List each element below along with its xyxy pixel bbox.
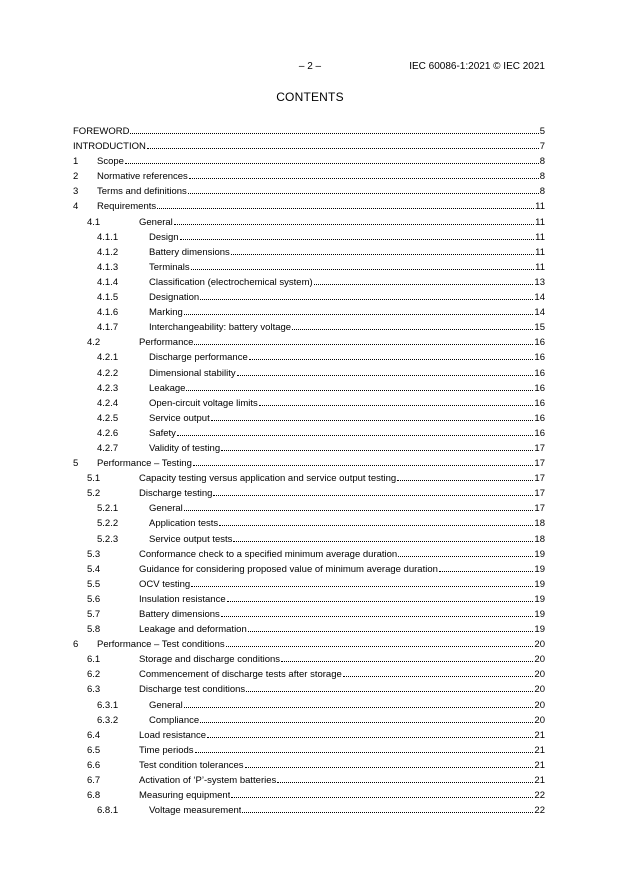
toc-entry-page: 20 [534,654,545,666]
toc-entry-number: 4.2.3 [97,382,119,394]
toc-entry-label: Activation of ‘P’-system batteries [139,775,277,787]
toc-entry[interactable] [73,366,545,381]
toc-entry[interactable] [73,773,545,788]
toc-entry-number: 4.1.3 [97,261,119,273]
toc-entry-label: Safety [149,427,176,439]
toc-entry-label: Terms and definitions [97,186,187,198]
toc-entry-label: FOREWORD [73,126,130,137]
toc-entry[interactable] [73,562,545,577]
toc-entry[interactable] [73,547,545,562]
toc-entry[interactable] [73,305,545,320]
toc-entry[interactable] [73,516,545,531]
dot-leader [343,675,534,677]
toc-entry-number: 5.4 [87,563,101,575]
dot-leader [174,223,534,225]
dot-leader [292,328,533,330]
toc-entry-page: 17 [534,488,545,500]
toc-entry-page: 16 [534,367,545,379]
toc-entry-label: Service output [149,412,210,424]
toc-entry-label: Guidance for considering proposed value of minimum average duration [139,563,438,575]
toc-entry[interactable] [73,758,545,773]
toc-entry[interactable] [73,139,545,154]
toc-entry-label: Discharge test conditions [139,684,246,696]
toc-entry-label: Voltage measurement [149,805,242,817]
toc-entry-number: 4.1.4 [97,276,119,288]
toc-entry-number: 6 [73,639,79,651]
toc-entry[interactable] [73,320,545,335]
toc-entry-page: 20 [534,714,545,726]
toc-entry-label: Application tests [149,518,219,530]
toc-entry-number: 6.1 [87,654,101,666]
toc-entry-label: Commencement of discharge tests after storage [139,669,342,681]
toc-entry-label: Insulation resistance [139,593,226,605]
toc-entry-page: 21 [534,729,545,741]
toc-entry[interactable] [73,698,545,713]
toc-entry[interactable] [73,260,545,275]
toc-entry-number: 5.1 [87,473,101,485]
toc-entry[interactable] [73,743,545,758]
toc-entry-page: 15 [534,322,545,334]
dot-leader [188,192,539,194]
toc-entry[interactable] [73,411,545,426]
toc-entry-page: 11 [535,201,545,213]
toc-entry-page: 11 [535,261,545,273]
toc-entry[interactable] [73,381,545,396]
dot-leader [233,540,533,542]
toc-entry-number: 4.1.2 [97,246,119,258]
toc-entry[interactable] [73,245,545,260]
toc-entry-label: Test condition tolerances [139,759,244,771]
toc-entry-number: 5.2.3 [97,533,119,545]
toc-entry-label: Classification (electrochemical system) [149,276,313,288]
dot-leader [245,766,534,768]
toc-entry-number: 4.1.6 [97,307,119,319]
dot-leader [242,811,533,813]
toc-entry-page: 22 [534,805,545,817]
toc-entry[interactable] [73,471,545,486]
dot-leader [281,660,533,662]
toc-entry-number: 3 [73,186,79,198]
toc-entry-label: Leakage and deformation [139,624,247,636]
toc-entry-number: 4.2.5 [97,412,119,424]
toc-entry[interactable] [73,275,545,290]
dot-leader [277,781,533,783]
toc-entry-number: 5.6 [87,593,101,605]
toc-entry-label: Battery dimensions [149,246,230,258]
toc-entry-label: Performance [139,337,194,349]
toc-entry-number: 2 [73,171,79,183]
toc-entry-number: 4.2 [87,337,101,349]
toc-entry[interactable] [73,350,545,365]
toc-entry-label: Requirements [97,201,157,213]
page-title: CONTENTS [276,90,344,104]
dot-leader [157,207,534,209]
toc-entry[interactable] [73,592,545,607]
toc-entry-number: 1 [73,156,79,168]
dot-leader [211,419,534,421]
toc-entry-number: 4.2.7 [97,442,119,454]
dot-leader [231,796,533,798]
dot-leader [191,268,534,270]
dot-leader [147,147,539,149]
toc-entry-page: 22 [534,790,545,802]
toc-entry-number: 6.7 [87,775,101,787]
toc-entry[interactable] [73,532,545,547]
dot-leader [221,449,533,451]
toc-entry-number: 6.2 [87,669,101,681]
toc-entry-label: General [139,216,173,228]
toc-entry-page: 11 [535,231,545,243]
toc-entry-number: 4.2.4 [97,397,119,409]
dot-leader [184,509,534,511]
dot-leader [314,283,534,285]
toc-entry-label: Scope [97,156,124,168]
toc-entry-label: Leakage [149,382,186,394]
dot-leader [219,524,533,526]
toc-entry-page: 19 [534,609,545,620]
dot-leader [200,721,533,723]
toc-entry-page: 8 [539,186,545,198]
dot-leader [177,434,533,436]
toc-entry-number: 4 [73,201,79,213]
toc-entry-page: 16 [534,352,545,364]
toc-entry-number: 5.2.1 [97,503,119,515]
dot-leader [125,162,539,164]
toc-entry-page: 18 [534,533,545,545]
toc-entry-page: 16 [534,382,545,394]
toc-entry-page: 20 [534,684,545,696]
toc-entry-number: 6.8.1 [97,805,119,817]
toc-entry[interactable] [73,728,545,743]
toc-entry-label: Dimensional stability [149,367,236,379]
toc-entry[interactable] [73,290,545,305]
toc-entry-page: 18 [534,518,545,530]
toc-entry-page: 11 [535,246,545,258]
toc-entry[interactable] [73,788,545,803]
page-number: – 2 – [298,61,322,72]
toc-entry-page: 14 [534,307,545,319]
dot-leader [398,555,533,557]
toc-entry[interactable] [73,456,545,471]
toc-entry-label: Open-circuit voltage limits [149,397,258,409]
toc-entry-number: 4.2.6 [97,427,119,439]
toc-entry[interactable] [73,486,545,501]
toc-entry-label: INTRODUCTION [73,141,146,153]
toc-entry-number: 4.1.7 [97,322,119,334]
dot-leader [189,177,539,179]
toc-entry[interactable] [73,335,545,350]
dot-leader [207,736,533,738]
toc-entry[interactable] [73,199,545,214]
toc-entry-label: Conformance check to a specified minimum average duration [139,548,398,560]
dot-leader [249,358,534,360]
toc-entry-page: 16 [534,397,545,409]
toc-entry-label: Normative references [97,171,188,183]
toc-entry-page: 7 [539,141,545,153]
dot-leader [184,706,534,708]
toc-entry-page: 20 [534,669,545,681]
toc-entry-label: Storage and discharge conditions [139,654,281,666]
toc-entry[interactable] [73,154,545,169]
toc-entry-page: 19 [534,578,545,590]
toc-entry[interactable] [73,230,545,245]
dot-leader [180,238,535,240]
toc-entry-label: Discharge testing [139,488,213,500]
toc-entry-page: 8 [539,156,545,168]
toc-entry-page: 17 [534,503,545,515]
toc-entry-page: 11 [535,216,545,228]
dot-leader [439,570,534,572]
dot-leader [213,494,533,496]
toc-entry-label: Performance – Test conditions [97,639,225,651]
toc-entry-label: Measuring equipment [139,790,231,802]
dot-leader [195,751,534,753]
toc-entry-number: 5.2.2 [97,518,119,530]
toc-entry-label: Service output tests [149,533,233,545]
dot-leader [200,298,533,300]
toc-entry-number: 6.8 [87,790,101,802]
toc-entry[interactable] [73,169,545,184]
toc-entry-number: 6.3.1 [97,699,119,711]
toc-entry-label: Time periods [139,744,194,756]
toc-entry-number: 4.2.2 [97,367,119,379]
toc-entry-number: 4.1.5 [97,292,119,304]
toc-entry[interactable] [73,803,545,818]
dot-leader [194,343,533,345]
toc-entry-page: 17 [534,473,545,485]
dot-leader [246,690,533,692]
toc-entry[interactable] [73,652,545,667]
toc-entry-page: 5 [539,126,545,137]
toc-entry-label: Performance – Testing [97,458,192,470]
toc-entry-number: 6.3 [87,684,101,696]
toc-entry-label: Compliance [149,714,200,726]
toc-entry[interactable] [73,184,545,199]
toc-entry-page: 16 [534,337,545,349]
toc-entry[interactable] [73,607,545,622]
dot-leader [237,374,534,376]
toc-entry[interactable] [73,215,545,230]
dot-leader [184,313,534,315]
toc-entry-page: 21 [534,775,545,787]
toc-entry[interactable] [73,124,545,139]
toc-entry-label: General [149,503,183,515]
toc-entry-page: 20 [534,639,545,651]
standard-reference: IEC 60086-1:2021 © IEC 2021 [409,61,545,72]
table-of-contents [73,124,545,818]
dot-leader [227,600,534,602]
toc-entry-label: Terminals [149,261,190,273]
dot-leader [221,615,534,617]
toc-entry[interactable] [73,441,545,456]
toc-entry-page: 19 [534,593,545,605]
toc-entry-page: 16 [534,427,545,439]
toc-entry-number: 5 [73,458,79,470]
dot-leader [231,253,534,255]
toc-entry-number: 6.6 [87,759,101,771]
toc-entry-page: 14 [534,292,545,304]
toc-entry-page: 13 [534,276,545,288]
toc-entry-label: OCV testing [139,578,191,590]
toc-entry-number: 5.5 [87,578,101,590]
toc-entry-number: 6.4 [87,729,101,741]
dot-leader [248,630,534,632]
toc-entry-page: 19 [534,624,545,636]
toc-entry[interactable] [73,667,545,682]
dot-leader [193,464,534,466]
toc-entry-number: 5.2 [87,488,101,500]
dot-leader [130,132,538,134]
toc-entry-number: 6.3.2 [97,714,119,726]
toc-entry[interactable] [73,682,545,697]
dot-leader [191,585,533,587]
toc-entry-label: Validity of testing [149,442,221,454]
dot-leader [186,389,533,391]
toc-entry[interactable] [73,637,545,652]
toc-entry[interactable] [73,501,545,516]
toc-entry-page: 21 [534,744,545,756]
toc-entry-label: Designation [149,292,200,304]
toc-entry-page: 19 [534,548,545,560]
toc-entry-number: 4.1.1 [97,231,119,243]
toc-entry[interactable] [73,622,545,637]
toc-entry-page: 19 [534,563,545,575]
toc-entry-number: 6.5 [87,744,101,756]
toc-entry-page: 16 [534,412,545,424]
toc-entry-page: 20 [534,699,545,711]
dot-leader [226,645,534,647]
toc-entry-page: 17 [534,442,545,454]
toc-entry-label: Battery dimensions [139,609,220,620]
toc-entry-page: 21 [534,759,545,771]
toc-entry-label: Discharge performance [149,352,248,364]
toc-entry-label: Design [149,231,179,243]
toc-entry-page: 17 [534,458,545,470]
toc-entry[interactable] [73,396,545,411]
toc-entry-number: 4.2.1 [97,352,119,364]
toc-entry-number: 5.3 [87,548,101,560]
toc-entry-label: Interchangeability: battery voltage [149,322,292,334]
toc-entry[interactable] [73,426,545,441]
toc-entry-page: 8 [539,171,545,183]
toc-entry[interactable] [73,577,545,592]
toc-entry-label: General [149,699,183,711]
toc-entry-label: Capacity testing versus application and service output testing [139,473,397,485]
toc-entry[interactable] [73,713,545,728]
toc-entry-label: Marking [149,307,183,319]
dot-leader [259,404,534,406]
toc-entry-label: Load resistance [139,729,207,741]
toc-entry-number: 5.7 [87,609,101,620]
dot-leader [397,479,533,481]
toc-entry-number: 5.8 [87,624,101,636]
toc-entry-number: 4.1 [87,216,101,228]
